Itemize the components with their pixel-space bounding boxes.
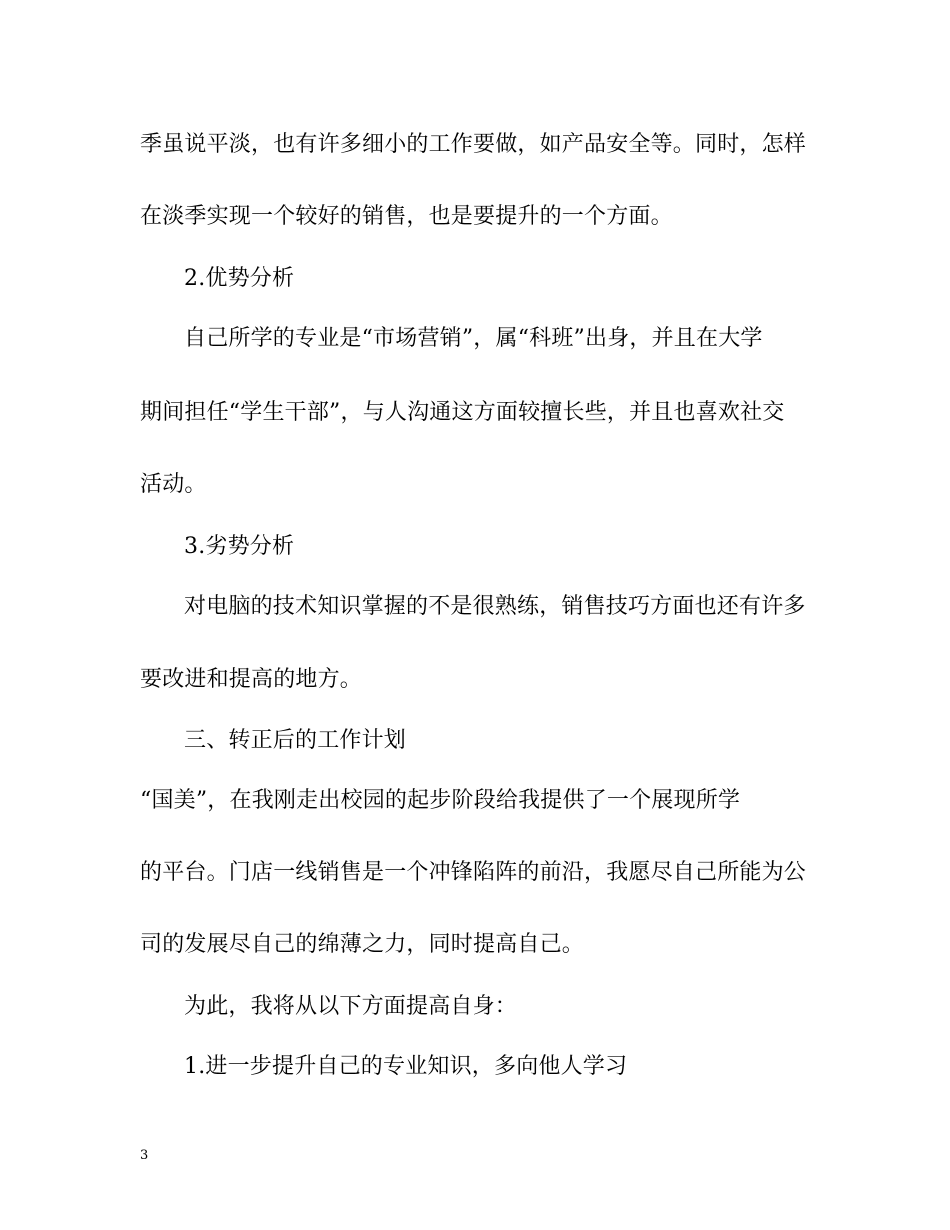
body-text-line: 季虽说平淡，也有许多细小的工作要做，如产品安全等。同时，怎样 [140,132,807,157]
body-text-line: 要改进和提高的地方。 [140,667,363,692]
body-text-line: 活动。 [140,472,207,497]
body-text-line: 期间担任“学生干部”，与人沟通这方面较擅长些，并且也喜欢社交 [140,400,785,425]
page-number: 3 [140,1148,149,1163]
section-heading: 三、转正后的工作计划 [184,728,407,753]
body-text-line: 司的发展尽自己的绵薄之力，同时提高自己。 [140,932,585,957]
section-heading: 2.优势分析 [184,266,295,291]
body-text-line: 的平台。门店一线销售是一个冲锋陷阵的前沿，我愿尽自己所能为公 [140,860,807,885]
body-text-line: 为此，我将从以下方面提高自身： [184,994,518,1019]
section-heading: 3.劣势分析 [184,534,295,559]
body-text-line: 在淡季实现一个较好的销售，也是要提升的一个方面。 [140,204,673,229]
list-item-heading: 1.进一步提升自己的专业知识，多向他人学习 [184,1054,628,1079]
body-text-line: 自己所学的专业是“市场营销”，属“科班”出身，并且在大学 [184,326,763,351]
body-text-line: 对电脑的技术知识掌握的不是很熟练，销售技巧方面也还有许多 [184,594,806,619]
body-text-line: “国美”，在我刚走出校园的起步阶段给我提供了一个展现所学 [140,788,741,813]
